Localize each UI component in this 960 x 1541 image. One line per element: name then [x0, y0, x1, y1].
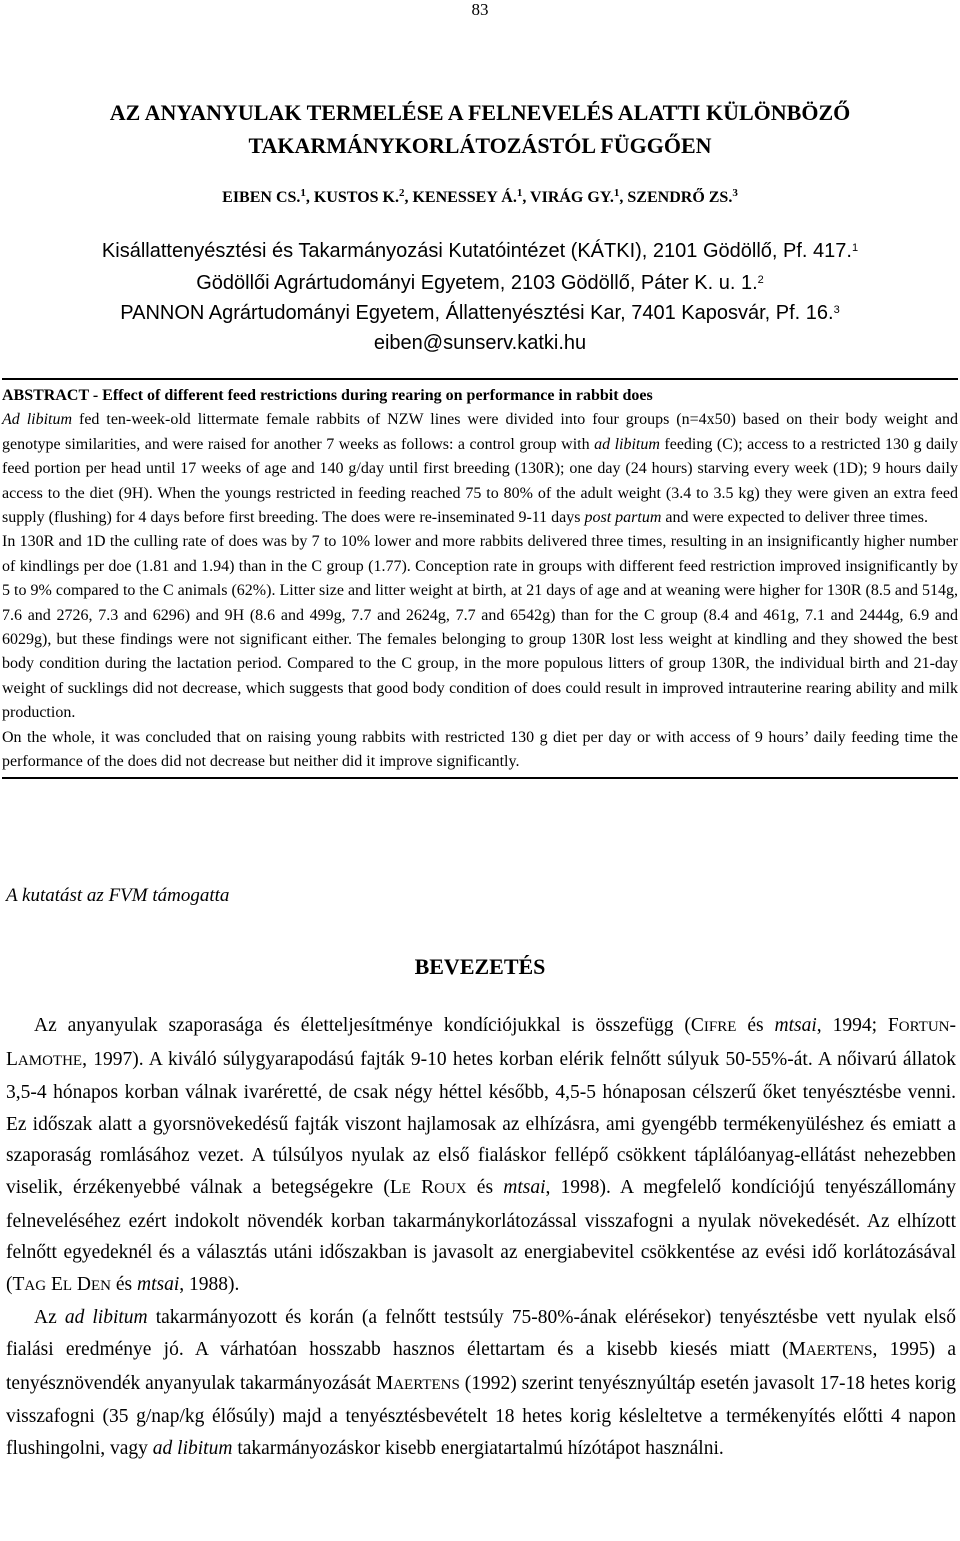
body-text-run: és [111, 1273, 138, 1295]
funding-note: A kutatást az FVM támogatta [6, 885, 230, 906]
abstract-paragraph-3: On the whole, it was concluded that on raising young rabbits with restricted 130 g diet per day or with access of 9 hours’ daily feeding time the performance of the does did not decrease but neither did it improve significantly. [2, 728, 958, 771]
abstract-text: feeding (C); access to a restricted 130 g daily feed portion per head until 17 weeks of age and 140 g/day until first breeding (130R); one day (24 hours) starving every week (1D); 9 hours daily access to the diet (9H). When the youngs restricted in feeding reached 75 to 80% of the adult weight (3.4 to 3.5 kg) they were given an extra feed supply (flushing) for 4 days before first breeding. The does were re-inseminated 9-11 days [2, 435, 958, 527]
abstract-paragraph-2: In 130R and 1D the culling rate of does was by 7 to 10% lower and more rabbits delivered three times, resulting in an insignificantly higher number of kindlings per doe (1.81 and 1.94) than in the C group (1.77). Conception rate in groups with different feed restriction improved insignificantly by 5 to 9% compared to the C animals (62%). Litter size and litter weight at birth, at 21 days of age and at weaning were higher for 130R (8.5 and 514g, 7.6 and 2726, 7.3 and 6296) and 9H (8.6 and 499g, 7.7 and 2624g, 7.7 and 6542g) than for the C group (8.4 and 461g, 7.1 and 2444g, 6.9 and 6029g), but these findings were not significant either. The females belonging to group 130R lost less weight at kindling and they showed the best body condition during the lactation period. Compared to the C group, in the more populous litters of group 130R, the individual birth and 21-day weight of sucklings did not decrease, which suggests that good body condition of does could result in improved intrauterine rearing ability and milk production. [2, 533, 958, 722]
affiliation-mark: 1 [851, 242, 859, 254]
body-paragraph-1 [6, 1010, 956, 1302]
small-caps-name: L [62, 1277, 73, 1294]
abstract-italic-term: ad libitum [594, 435, 660, 453]
affiliation-text: PANNON Agrártudományi Egyetem, Állattenyésztési Kar, 7401 Kaposvár, Pf. 16. [120, 302, 834, 324]
body-text-run: , 1988). [179, 1273, 240, 1295]
author-list: EIBEN CS.$^1$, KUSTOS K.$^2$, KENESSEY Á.$^1$, VIRÁG GY.$^1$, SZENDRŐ ZS.$^3$ [222, 187, 738, 206]
abstract-title: ABSTRACT - Effect of different feed restrictions during rearing on performance in rabbit does [2, 387, 653, 404]
abstract [2, 378, 958, 779]
body-text-run: , 1994; F [816, 1015, 899, 1036]
citation-etal: mtsai [137, 1273, 180, 1295]
page-number: 83 [471, 0, 489, 19]
affiliation-mark: 3 [833, 304, 840, 316]
affiliation-3 [0, 300, 960, 326]
body-text-run: R [410, 1176, 435, 1198]
small-caps-name: AERTENS [393, 1376, 460, 1393]
body-text-run: E [46, 1273, 63, 1295]
body-text-run: takarmányozott és korán (a felnőtt testsúly 75-80%-ának elérésekor) tenyésztésbe vett nyulak első fialási eredménye jó. A várhatóan hosszabb hasznos élettartam és a kisebb kiesés miatt (M [6, 1307, 956, 1360]
paper-title [0, 96, 960, 162]
author-name: SZENDRŐ ZS. [627, 189, 733, 206]
section-heading: BEVEZETÉS [414, 954, 546, 979]
abstract-italic-term: post partum [584, 509, 662, 527]
body-text-run: és [736, 1015, 775, 1036]
small-caps-name: AMOTHE [17, 1052, 83, 1069]
affiliation-2 [0, 270, 960, 296]
italic-term: ad libitum [64, 1307, 148, 1329]
body-text-run: Az [34, 1307, 65, 1329]
abstract-italic-term: Ad libitum [2, 411, 73, 429]
abstract-text: and were expected to deliver three times. [661, 509, 928, 527]
author-name: KENESSEY Á. [412, 189, 517, 206]
body-text-run: , 1995) a tenyésznövendék anyanyulak takarmányozását M [6, 1338, 956, 1394]
small-caps-name: OUX [434, 1180, 467, 1197]
author-affiliation-mark: 1 [613, 187, 620, 199]
italic-term: ad libitum [152, 1437, 233, 1459]
small-caps-name: EN [91, 1277, 112, 1294]
author-affiliation-mark: 1 [300, 187, 306, 199]
abstract-text: fed ten-week-old littermate female rabbits of NZW lines were divided into four groups (n=4x50) based on their body weight and genotype similarities, and were raised for another 7 weeks as follows: a control group with [2, 411, 959, 453]
body-text-run: és [466, 1176, 504, 1198]
contact-email: eiben@sunserv.katki.hu [373, 332, 587, 354]
small-caps-name: AERTENS [805, 1342, 873, 1359]
body-paragraph-2 [6, 1302, 956, 1464]
author-name: VIRÁG GY. [530, 189, 614, 206]
affiliation-text: Gödöllői Agrártudományi Egyetem, 2103 Gödöllő, Páter K. u. 1. [196, 272, 758, 294]
body-text-run: , 1998). A megfelelő kondíciójú tenyészállomány felneveléséhez ezért indokolt növendék korban takarmánykorlátozással visszafogni a nyulak növekedését. Az elhízott felnőtt egyedeknél és a választás utáni időszakban is javasolt az energiabevitel csökkentése az evési idő korlátozásával (T [6, 1176, 956, 1295]
paper-title-line-1: AZ ANYANYULAK TERMELÉSE A FELNEVELÉS ALATTI KÜLÖNBÖZŐ [109, 100, 851, 125]
affiliation-mark: 2 [757, 274, 764, 286]
author-affiliation-mark: 3 [732, 187, 738, 199]
citation-etal: mtsai [503, 1176, 546, 1198]
body-text-run: (1992) szerint tenyésznyúltáp esetén javasolt 17-18 hetes korig visszafogni (35 g/nap/kg élősúly) majd a tenyésztésbevételt 18 hetes korig késleltetve a termékenyítés előtti 4 napon flushingolni, vagy [6, 1372, 956, 1459]
small-caps-name: IFRE [703, 1019, 737, 1035]
small-caps-name: ORTUN [898, 1019, 950, 1035]
author-affiliation-mark: 1 [516, 187, 523, 199]
small-caps-name: AG [24, 1277, 47, 1294]
body-text-run: D [72, 1273, 92, 1295]
small-caps-name: E [401, 1180, 411, 1197]
affiliation-text: Kisállattenyésztési és Takarmányozási Kutatóintézet (KÁTKI), 2101 Gödöllő, Pf. 417. [101, 240, 852, 262]
body-text-run: Az anyanyulak szaporasága és életteljesítménye kondíciójukkal is összefügg (C [34, 1015, 704, 1036]
body-text-run: -L [6, 1015, 957, 1070]
citation-etal: mtsai [774, 1015, 817, 1036]
author-affiliation-mark: 2 [398, 187, 405, 199]
body-text [6, 1010, 956, 1464]
body-text-run: , 1997). A kiváló súlygyarapodású fajták 9-10 hetes korban elérik felnőtt súlyuk 50-55%-át. A nőivarú állatok 3,5-4 hónapos korban válnak ivaréretté, de csak négy héttel később, 4,5-5 hónaposan célszerű őket tenyésztésbe venni. Ez időszak alatt a gyorsnövekedésű fajták viszont hajlamosak az elhízásra, ami gyengébb termékenyüléshez és emiatt a szaporaság romlásához vezet. A túlsúlyos nyulak az első fialáskor fellépő csökkent táplálóanyag-ellátást nehezebben viselik, érzékenyebbé válnak a betegségekre (L [6, 1048, 956, 1198]
affiliation-1 [0, 238, 960, 264]
paper-title-line-2: TAKARMÁNYKORLÁTOZÁSTÓL FÜGGŐEN [248, 133, 712, 158]
body-text-run: takarmányozáskor kisebb energiatartalmú hízótápot használni. [232, 1437, 724, 1459]
abstract-paragraph-1 [2, 408, 958, 530]
author-name: KUSTOS K. [313, 189, 399, 206]
author-name: EIBEN CS. [222, 189, 301, 206]
